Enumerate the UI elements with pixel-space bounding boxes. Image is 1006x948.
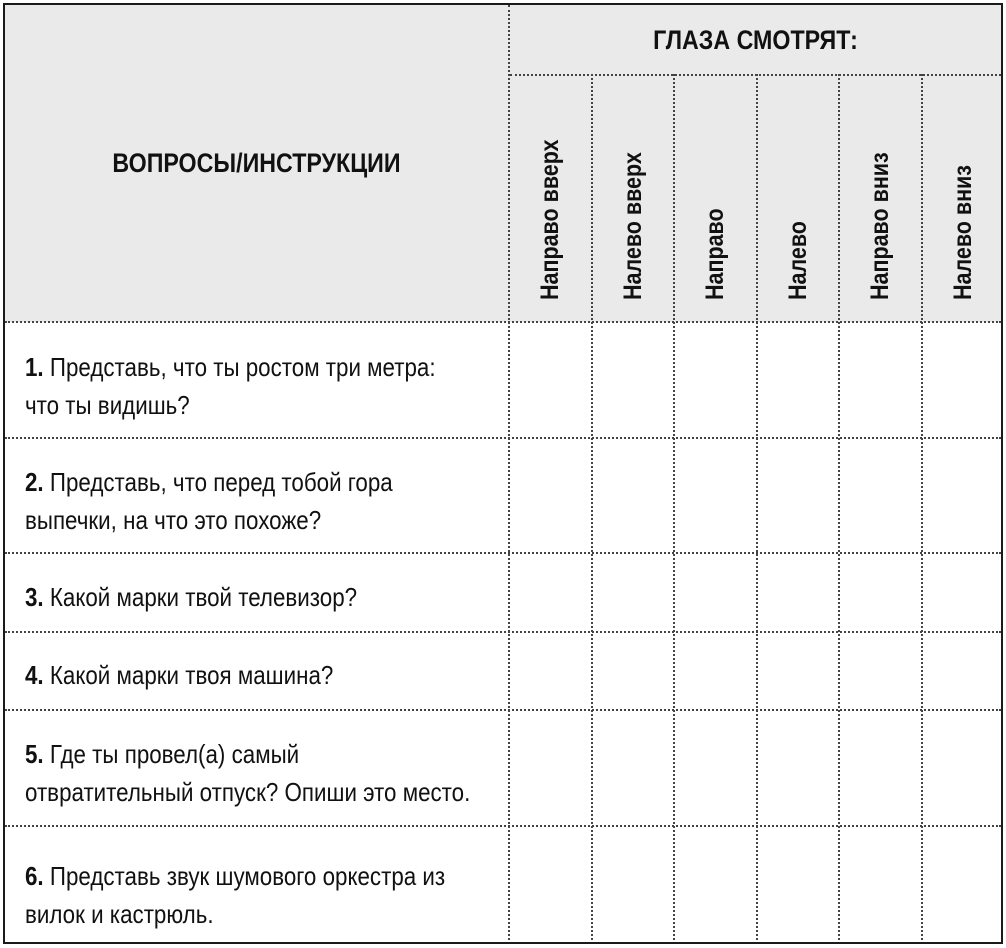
question-text: Представь, что перед тобой гора [49, 467, 393, 497]
question-text: что ты видишь? [25, 390, 190, 420]
direction-label: Налево вверх [619, 152, 647, 300]
question-number: 1. [25, 352, 44, 382]
question-row-1 [25, 348, 436, 424]
question-text: выпечки, на что это похоже? [25, 505, 322, 535]
question-row-5 [25, 735, 471, 811]
direction-label: Направо вниз [866, 152, 894, 300]
question-number: 3. [25, 582, 44, 612]
eyes-look-header: ГЛАЗА СМОТРЯТ: [653, 24, 858, 55]
question-text: Какой марки твоя машина? [49, 660, 334, 690]
question-row-4 [25, 656, 429, 694]
question-text: отвратительный отпуск? Опиши это место. [25, 777, 471, 807]
direction-label: Налево вниз [949, 165, 977, 300]
question-text: Какой марки твой телевизор? [49, 582, 358, 612]
question-line [25, 463, 429, 501]
question-row-6 [25, 857, 446, 933]
direction-label: Направо [701, 208, 729, 300]
question-line [25, 348, 436, 386]
question-text: Представь, что ты ростом три метра: [49, 352, 436, 382]
question-row-3 [25, 578, 429, 616]
question-row-2 [25, 463, 429, 539]
direction-label: Налево [784, 221, 812, 300]
question-line [25, 656, 429, 694]
question-text: Где ты провел(а) самый [49, 739, 300, 769]
question-number: 4. [25, 660, 44, 690]
question-line [25, 578, 429, 616]
question-text: Представь звук шумового оркестра из [49, 861, 446, 891]
question-number: 2. [25, 467, 44, 497]
question-number: 6. [25, 861, 44, 891]
direction-label: Направо вверх [536, 139, 564, 300]
question-text: вилок и кастрюль. [25, 899, 214, 929]
question-line [25, 857, 446, 895]
question-line [25, 735, 429, 773]
question-number: 5. [25, 739, 44, 769]
questions-header: ВОПРОСЫ/ИНСТРУКЦИИ [112, 148, 401, 178]
